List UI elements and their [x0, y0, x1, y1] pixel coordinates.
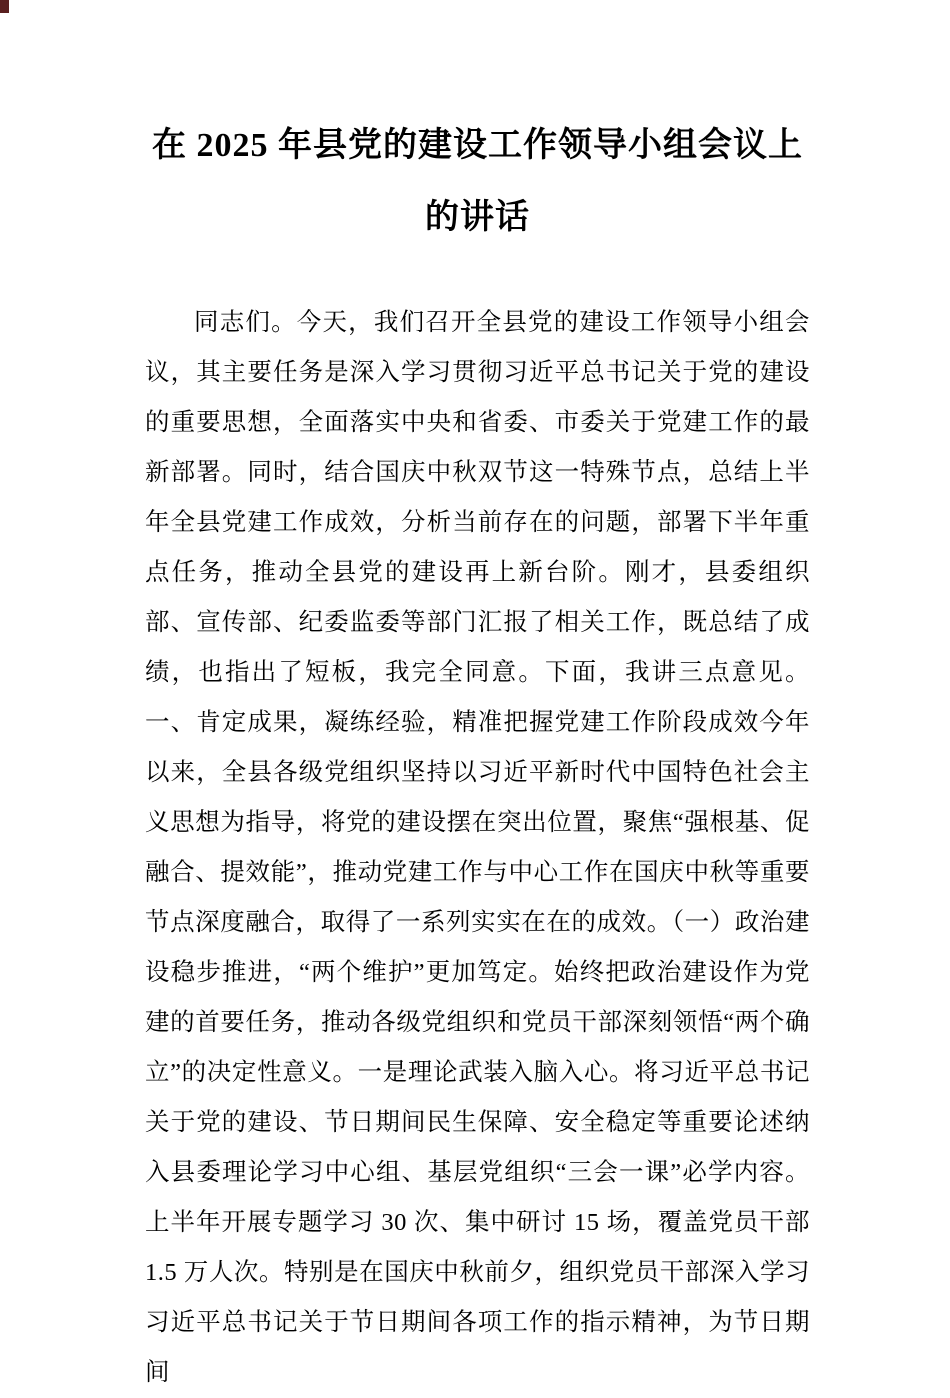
document-title: 在 2025 年县党的建设工作领导小组会议上的讲话	[152, 127, 803, 236]
document-body-paragraph: 同志们。今天，我们召开全县党的建设工作领导小组会议，其主要任务是深入学习贯彻习近平总书记关于党的建设的重要思想，全面落实中央和省委、市委关于党建工作的最新部署。同时，结合国庆中秋双节这一特殊节点，总结上半年全县党建工作成效，分析当前存在的问题，部署下半年重点任务，推动全县党的建设再上新台阶。刚才，县委组织部、宣传部、纪委监委等部门汇报了相关工作，既总结了成绩，也指出了短板，我完全同意。下面，我讲三点意见。一、肯定成果，凝练经验，精准把握党建工作阶段成效今年以来，全县各级党组织坚持以习近平新时代中国特色社会主义思想为指导，将党的建设摆在突出位置，聚焦“强根基、促融合、提效能”，推动党建工作与中心工作在国庆中秋等重要节点深度融合，取得了一系列实实在在的成效。（一）政治建设稳步推进，“两个维护”更加笃定。始终把政治建设作为党建的首要任务，推动各级党组织和党员干部深刻领悟“两个确立”的决定性意义。一是理论武装入脑入心。将习近平总书记关于党的建设、节日期间民生保障、安全稳定等重要论述纳入县委理论学习中心组、基层党组织“三会一课”必学内容。上半年开展专题学习 30 次、集中研讨 15 场，覆盖党员干部 1.5 万人次。特别是在国庆中秋前夕，组织党员干部深入学习习近平总书记关于节日期间各项工作的指示精神，为节日期间	[145, 309, 810, 1386]
corner-artifact	[0, 0, 9, 13]
